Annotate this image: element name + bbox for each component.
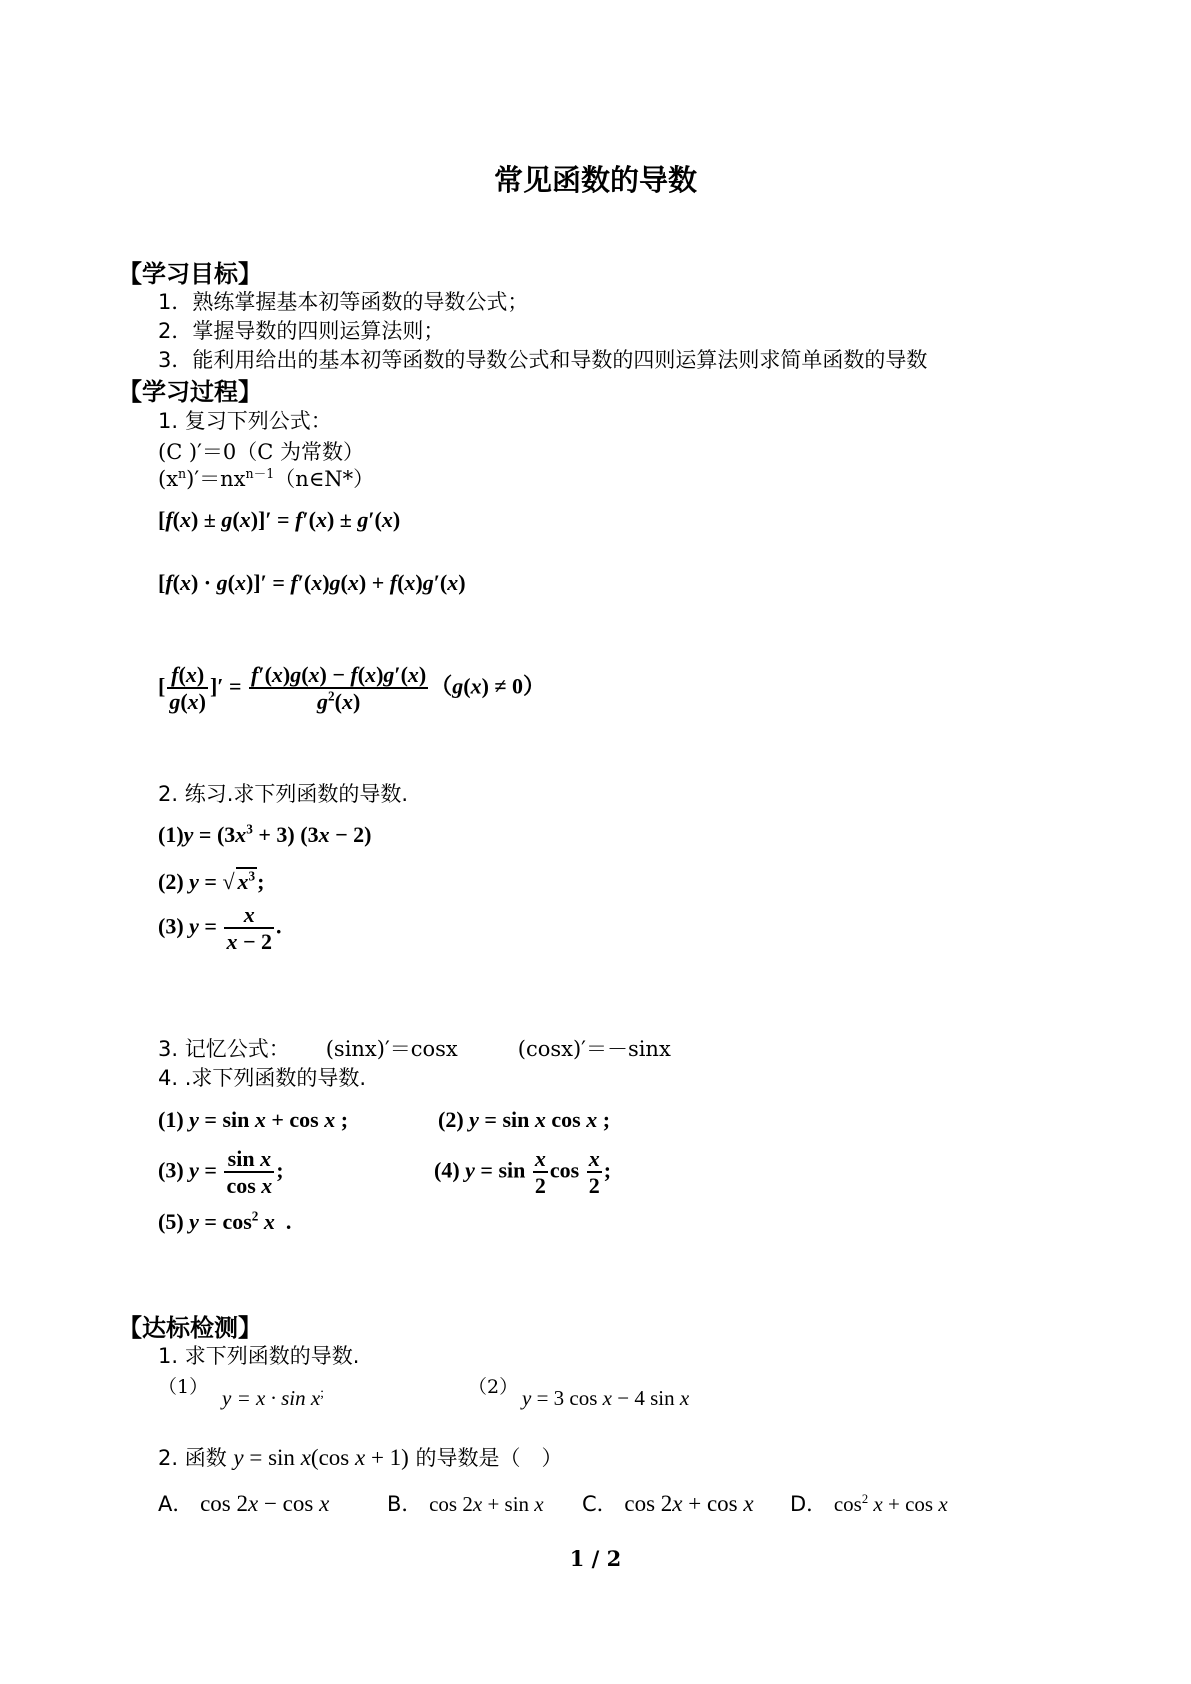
objective-item: 1．熟练掌握基本初等函数的导数公式； [158,290,529,314]
page-title: 常见函数的导数 [493,163,697,197]
formula-power-condition: （n∈N*） [274,467,375,491]
test-q1-label-1: （1） [158,1376,209,1398]
trig-item-5: (5) $y = \cos^2 x$ . [158,1208,292,1234]
formula-sum-rule: [f(x) ± g(x)]′ = f′(x) ± g′(x) [158,507,401,532]
option-d: D． $\cos^2 x + \cos x$ [790,1492,948,1516]
option-c: C． cos 2x + cos x [582,1491,754,1516]
test-q1-title: 1. 求下列函数的导数. [158,1344,360,1368]
test-header: 【达标检测】 [118,1314,262,1342]
objective-item: 3．能利用给出的基本初等函数的导数公式和导数的四则运算法则求简单函数的导数 [158,348,928,372]
test-q1-formula-2: y = 3 cos x − 4 sin x [522,1386,690,1410]
process-header: 【学习过程】 [118,378,262,406]
formula-product-rule: [f(x) · g(x)]′ = f′(x)g(x) + f(x)g′(x) [158,570,466,595]
page-number: 1 / 2 [569,1546,622,1571]
trig-title: 4. .求下列函数的导数. [158,1066,367,1090]
test-q1-formula-1: y = x · sin x; [222,1386,325,1410]
review-title: 1. 复习下列公式： [158,409,332,433]
objective-item: 2．掌握导数的四则运算法则； [158,319,445,343]
trig-item-1: (1) y = sin x + cos x ; [158,1107,349,1132]
option-a: A． cos 2x − cos x [158,1491,330,1516]
practice-item-2: (2) y = √ $x^3$; [158,868,265,894]
formula-quotient-rule: [ $\frac{f(x)}{g(x)}$ ]′ = $\frac{f'(x)g(x) - f(x)g'(x)}{g^2(x)}$ （g(x) ≠ 0） [158,662,545,715]
trig-item-2: (2) y = sin x cos x ; [438,1107,611,1132]
formula-power: $(x^n)'=nx^{n-1}(n\in N*)$ [158,466,375,491]
trig-item-4: (4) y = sin $\frac{x}{2}$ cos $\frac{x}{2}$ ; [434,1146,612,1199]
test-q1-label-2: （2） [468,1376,519,1398]
practice-item-1: $(1)y = (3x^3 + 3) (3x - 2)$ [158,821,372,847]
objectives-header: 【学习目标】 [118,260,262,288]
test-q2: 2. 函数 y = sin x(cos x + 1) 的导数是（ ） [158,1445,563,1470]
practice-item-3: (3) y = $\frac{x}{x - 2}$ . [158,902,282,955]
trig-item-3: (3) y = $\frac{\text{sin x}}{\text{cos x}}$ ; [158,1146,284,1199]
option-b: B． cos 2x + sin x [387,1492,544,1516]
practice-title: 2. 练习.求下列函数的导数. [158,782,409,806]
memory-formulas: 3. 记忆公式： (sinx)′＝cosx (cosx)′＝－sinx [158,1037,671,1061]
formula-constant: (C )′＝0（C 为常数） [158,440,365,464]
